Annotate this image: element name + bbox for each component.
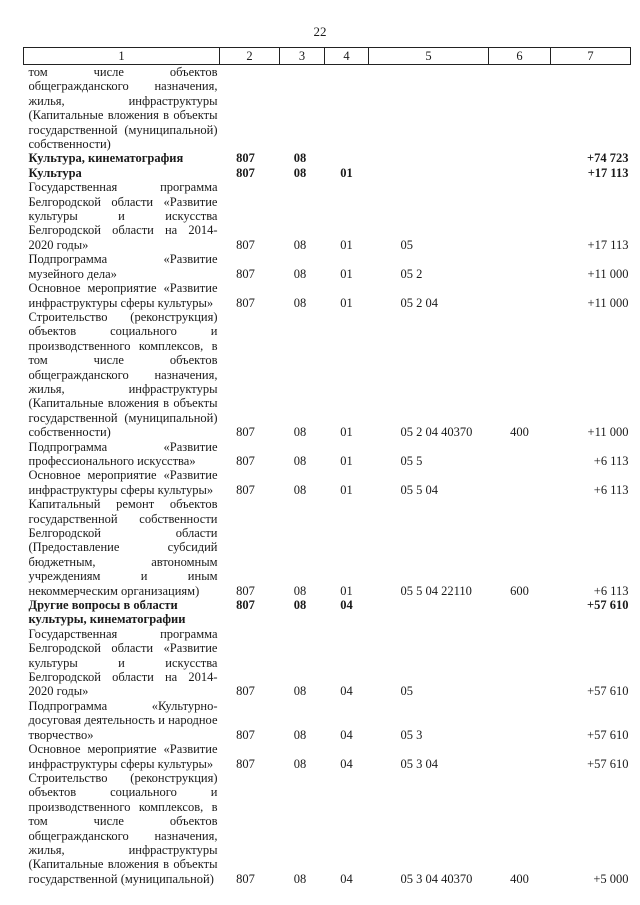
table-row xyxy=(24,598,631,627)
row-subsection-code: 04 xyxy=(340,598,353,613)
row-amount: +6 113 xyxy=(593,583,629,598)
header-col-3: 3 xyxy=(280,48,325,65)
row-ministry-code: 807 xyxy=(236,295,255,310)
page-number: 22 xyxy=(313,24,327,39)
row-target-article: 05 5 xyxy=(400,453,423,468)
row-section-code: 08 xyxy=(293,266,307,281)
row-amount: +11 000 xyxy=(587,295,629,310)
row-description: Капитальный ремонт объектов государственной собственности Белгородской области (Предоставление субсидий бюджетным, автономным учреждениям и иным некоммерческим организациям) xyxy=(28,497,218,598)
row-expense-type: 400 xyxy=(510,425,529,440)
row-subsection-code: 01 xyxy=(340,425,353,440)
row-section-code: 08 xyxy=(293,598,307,613)
row-target-article: 05 5 04 xyxy=(400,482,438,497)
row-expense-type xyxy=(489,627,551,699)
row-ministry-code: 807 xyxy=(236,151,255,166)
row-section-code: 08 xyxy=(293,151,307,166)
row-description: Основное мероприятие «Развитие инфраструктуры сферы культуры» xyxy=(28,742,218,771)
row-target-article xyxy=(369,598,489,627)
row-ministry-code: 807 xyxy=(236,727,255,742)
row-expense-type xyxy=(489,440,551,469)
row-subsection-code: 04 xyxy=(340,727,353,742)
table-row xyxy=(24,310,631,440)
row-subsection-code: 04 xyxy=(340,684,353,699)
row-section-code: 08 xyxy=(293,756,307,771)
table-body xyxy=(24,65,631,887)
row-ministry-code: 807 xyxy=(236,583,255,598)
row-description: Подпрограмма «Развитие профессионального искусства» xyxy=(28,439,218,468)
row-target-article: 05 3 xyxy=(400,727,423,742)
table-row xyxy=(24,699,631,742)
header-col-2: 2 xyxy=(220,48,280,65)
row-expense-type xyxy=(489,742,551,771)
row-amount: +74 723 xyxy=(587,151,629,166)
row-target-article xyxy=(369,151,489,165)
row-target-article: 05 2 04 xyxy=(400,295,438,310)
row-amount: +11 000 xyxy=(587,425,629,440)
row-target-article: 05 2 04 40370 xyxy=(400,425,473,440)
row-subsection-code: 01 xyxy=(340,295,353,310)
table-row xyxy=(24,166,631,180)
row-section-code: 08 xyxy=(293,425,307,440)
row-ministry-code xyxy=(220,65,280,152)
row-description: Государственная программа Белгородской области «Развитие культуры и искусства Белгородской области на 2014-2020 годы» xyxy=(28,180,218,252)
header-col-5: 5 xyxy=(369,48,489,65)
row-description: том числе объектов общегражданского назначения, жилья, инфраструктуры (Капитальные вложения в объекты государственной (муниципальной) собственности) xyxy=(28,65,218,152)
row-section-code: 08 xyxy=(293,237,307,252)
row-amount: +5 000 xyxy=(593,871,629,886)
row-amount: +57 610 xyxy=(587,598,629,613)
row-target-article xyxy=(369,65,489,152)
row-target-article: 05 3 04 xyxy=(400,756,438,771)
row-amount: +6 113 xyxy=(593,482,629,497)
row-description: Строительство (реконструкция) объектов социального и производственного комплексов, в том числе объектов общегражданского назначения, жилья, инфраструктуры (Капитальные вложения в объекты государственной (муниципальной) собственности) xyxy=(28,309,218,440)
row-subsection-code: 01 xyxy=(340,453,353,468)
row-ministry-code: 807 xyxy=(236,453,255,468)
row-expense-type xyxy=(489,65,551,152)
row-target-article: 05 2 xyxy=(400,266,423,281)
row-amount xyxy=(551,65,631,152)
row-amount: +11 000 xyxy=(587,266,629,281)
row-expense-type xyxy=(489,281,551,310)
row-section-code: 08 xyxy=(293,453,307,468)
row-ministry-code: 807 xyxy=(236,425,255,440)
table-row xyxy=(24,180,631,252)
header-col-1: 1 xyxy=(24,48,220,65)
row-expense-type xyxy=(489,166,551,180)
row-subsection-code: 01 xyxy=(340,165,353,180)
row-subsection-code: 01 xyxy=(340,237,353,252)
row-expense-type xyxy=(489,180,551,252)
row-description: Государственная программа Белгородской области «Развитие культуры и искусства Белгородской области на 2014-2020 годы» xyxy=(28,626,218,699)
row-expense-type xyxy=(489,468,551,497)
header-col-4: 4 xyxy=(325,48,369,65)
row-ministry-code: 807 xyxy=(236,237,255,252)
row-ministry-code: 807 xyxy=(236,266,255,281)
row-description: Строительство (реконструкция) объектов социального и производственного комплексов, в том числе объектов общегражданского назначения, жилья, инфраструктуры (Капитальные вложения в объекты государственной (муниципальной) xyxy=(28,770,218,886)
row-section-code: 08 xyxy=(293,583,307,598)
row-ministry-code: 807 xyxy=(236,165,255,180)
row-section-code: 08 xyxy=(293,295,307,310)
table-row xyxy=(24,468,631,497)
row-amount: +57 610 xyxy=(587,756,629,771)
row-subsection-code: 01 xyxy=(340,266,353,281)
table-row xyxy=(24,65,631,152)
row-section-code: 08 xyxy=(293,482,307,497)
header-col-6: 6 xyxy=(489,48,551,65)
budget-table xyxy=(23,47,631,886)
row-expense-type: 600 xyxy=(510,583,529,598)
row-ministry-code: 807 xyxy=(236,482,255,497)
row-description: Основное мероприятие «Развитие инфраструктуры сферы культуры» xyxy=(28,468,218,497)
row-ministry-code: 807 xyxy=(236,684,255,699)
row-expense-type xyxy=(489,699,551,742)
row-expense-type xyxy=(489,598,551,627)
row-description: Другие вопросы в области культуры, кинематографии xyxy=(28,598,186,627)
row-description: Подпрограмма «Культурно-досуговая деятельность и народное творчество» xyxy=(28,698,218,742)
row-description: Основное мероприятие «Развитие инфраструктуры сферы культуры» xyxy=(28,281,218,310)
row-expense-type: 400 xyxy=(510,871,529,886)
row-description: Культура xyxy=(28,165,82,180)
row-section-code: 08 xyxy=(293,684,307,699)
row-amount: +17 113 xyxy=(587,237,629,252)
table-row xyxy=(24,440,631,469)
row-subsection-code: 04 xyxy=(340,756,353,771)
table-row xyxy=(24,151,631,165)
row-target-article: 05 3 04 40370 xyxy=(400,871,473,886)
row-description: Подпрограмма «Развитие музейного дела» xyxy=(28,252,218,281)
row-subsection-code: 01 xyxy=(340,583,353,598)
row-subsection-code: 04 xyxy=(340,871,353,886)
row-amount: +17 113 xyxy=(587,165,629,180)
row-subsection-code xyxy=(325,65,369,152)
row-section-code: 08 xyxy=(293,871,307,886)
row-expense-type xyxy=(489,252,551,281)
row-target-article xyxy=(369,166,489,180)
table-row xyxy=(24,252,631,281)
table-row xyxy=(24,771,631,886)
row-amount: +57 610 xyxy=(587,727,629,742)
header-row xyxy=(24,48,631,65)
row-target-article: 05 xyxy=(400,237,413,252)
row-amount: +57 610 xyxy=(587,684,629,699)
table-row xyxy=(24,281,631,310)
row-ministry-code: 807 xyxy=(236,871,255,886)
table-row xyxy=(24,742,631,771)
row-subsection-code: 01 xyxy=(340,482,353,497)
row-amount: +6 113 xyxy=(593,453,629,468)
header-col-7: 7 xyxy=(551,48,631,65)
row-ministry-code: 807 xyxy=(236,598,255,613)
row-expense-type xyxy=(489,151,551,165)
row-ministry-code: 807 xyxy=(236,756,255,771)
table-row xyxy=(24,497,631,598)
row-section-code: 08 xyxy=(293,727,307,742)
row-description: Культура, кинематография xyxy=(28,151,184,166)
row-target-article: 05 xyxy=(400,684,413,699)
row-subsection-code xyxy=(325,151,369,165)
row-target-article: 05 5 04 22110 xyxy=(400,583,472,598)
row-section-code xyxy=(280,65,325,152)
row-section-code: 08 xyxy=(293,165,307,180)
table-row xyxy=(24,627,631,699)
